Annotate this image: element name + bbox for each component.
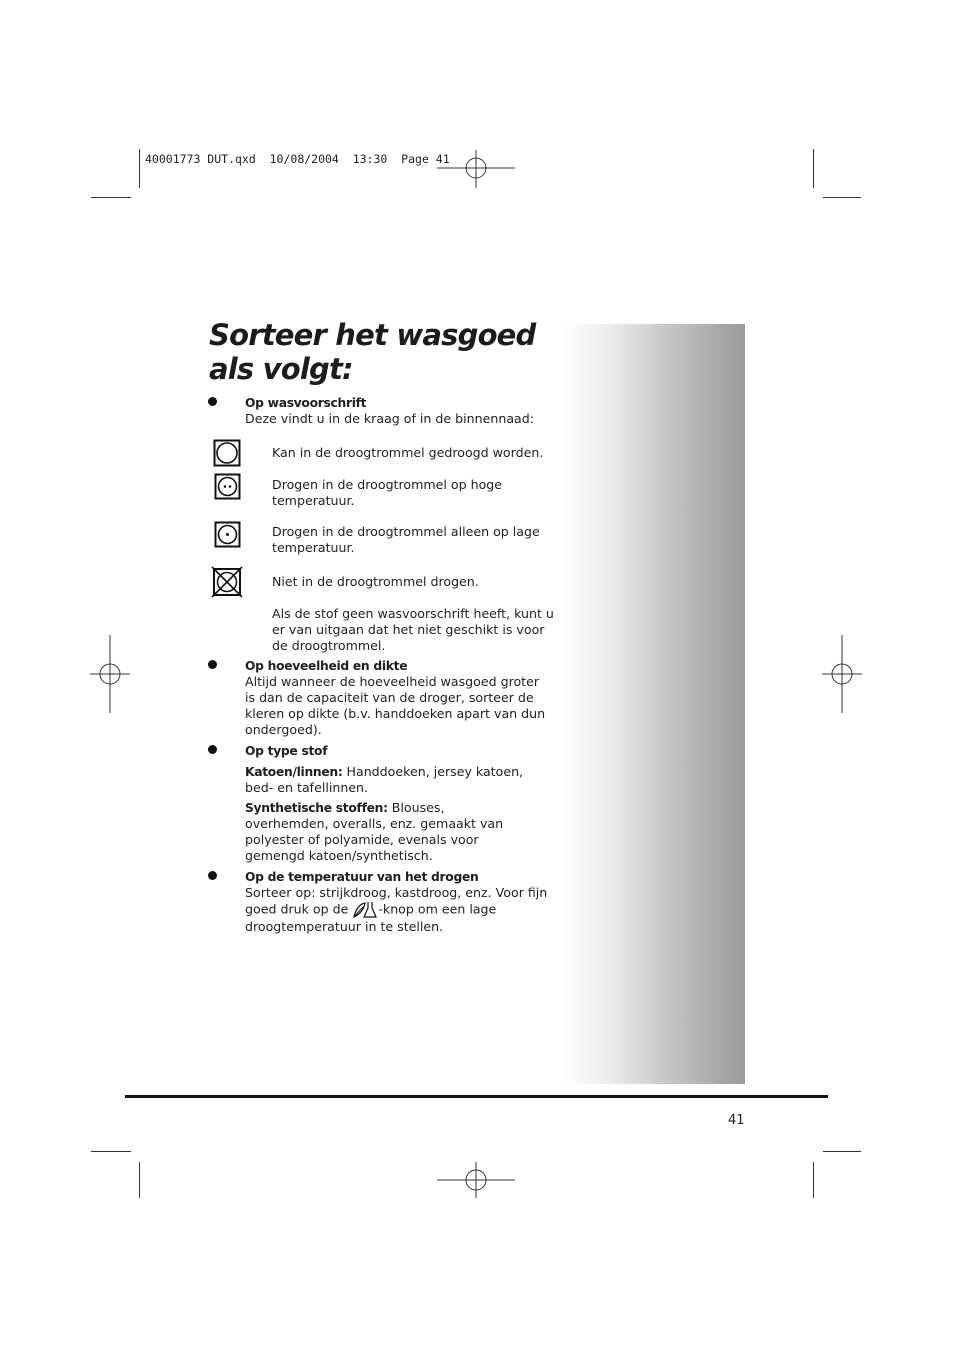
fabric-synthetic-label: Synthetische stoffen: (245, 801, 388, 815)
print-slug: 40001773 DUT.qxd 10/08/2004 13:30 Page 41 (145, 152, 450, 166)
section-intro: Deze vindt u in de kraag of in de binnennaad: (245, 411, 535, 426)
symbol-description: Drogen in de droogtrommel alleen op lage temperatuur. (272, 524, 540, 555)
delicate-button-icon (352, 901, 378, 919)
crop-mark (91, 197, 131, 198)
tumble-dry-circle-icon (213, 439, 241, 467)
crop-mark (91, 1151, 131, 1152)
side-gradient-panel (560, 324, 745, 1084)
bullet-icon (208, 660, 217, 669)
section-heading-label-care: Op wasvoorschrift (245, 396, 367, 410)
symbol-description: Niet in de droogtrommel drogen. (272, 574, 479, 589)
bullet-icon (208, 745, 217, 754)
page-title: Sorteer het wasgoed als volgt: (209, 318, 536, 386)
tumble-dry-high-icon (214, 473, 242, 501)
crop-mark (813, 149, 814, 188)
no-label-note: Als de stof geen wasvoorschrift heeft, kunt u er van uitgaan dat het niet geschikt is voor de droogtrommel. (272, 606, 554, 653)
symbol-description: Kan in de droogtrommel gedroogd worden. (272, 445, 544, 460)
tumble-dry-low-icon (214, 521, 242, 549)
fabric-synthetic (245, 800, 520, 864)
crop-mark (139, 149, 140, 188)
crop-mark (823, 1151, 861, 1152)
fabric-synthetic-text: Blouses, overhemden, overalls, enz. gemaakt van polyester of polyamide, evenals voor gemengd katoen/synthetisch. (245, 800, 504, 863)
symbol-description: Drogen in de droogtrommel op hoge temperatuur. (272, 477, 503, 508)
bullet-icon (208, 397, 217, 406)
registration-mark-left (90, 635, 132, 715)
page-number: 41 (728, 1113, 745, 1128)
fabric-cotton-label: Katoen/linnen: (245, 765, 343, 779)
temperature-text-before: Sorteer op: strijkdroog, kastdroog, enz. Voor fijn goed druk op de (245, 885, 548, 917)
crop-mark (139, 1162, 140, 1198)
section-heading-temperature: Op de temperatuur van het drogen (245, 870, 479, 884)
section-text-temperature (245, 885, 550, 935)
crop-mark (813, 1162, 814, 1198)
section-heading-quantity: Op hoeveelheid en dikte (245, 659, 408, 673)
footer-rule (125, 1095, 828, 1098)
fabric-cotton (245, 764, 545, 796)
section-heading-fabric: Op type stof (245, 744, 328, 758)
do-not-tumble-dry-icon (211, 566, 243, 599)
fabric-cotton-text: Handdoeken, jersey katoen, bed- en tafellinnen. (245, 764, 524, 795)
crop-mark (823, 197, 861, 198)
bullet-icon (208, 871, 217, 880)
registration-mark-right (821, 635, 863, 715)
temperature-text-after: -knop om een lage droogtemperatuur in te stellen. (245, 901, 497, 934)
registration-mark-top (437, 150, 517, 190)
section-text-quantity: Altijd wanneer de hoeveelheid wasgoed groter is dan de capaciteit van de droger, sorteer de kleren op dikte (b.v. handdoeken apart van dun ondergoed). (245, 674, 546, 737)
registration-mark-bottom (437, 1160, 517, 1200)
